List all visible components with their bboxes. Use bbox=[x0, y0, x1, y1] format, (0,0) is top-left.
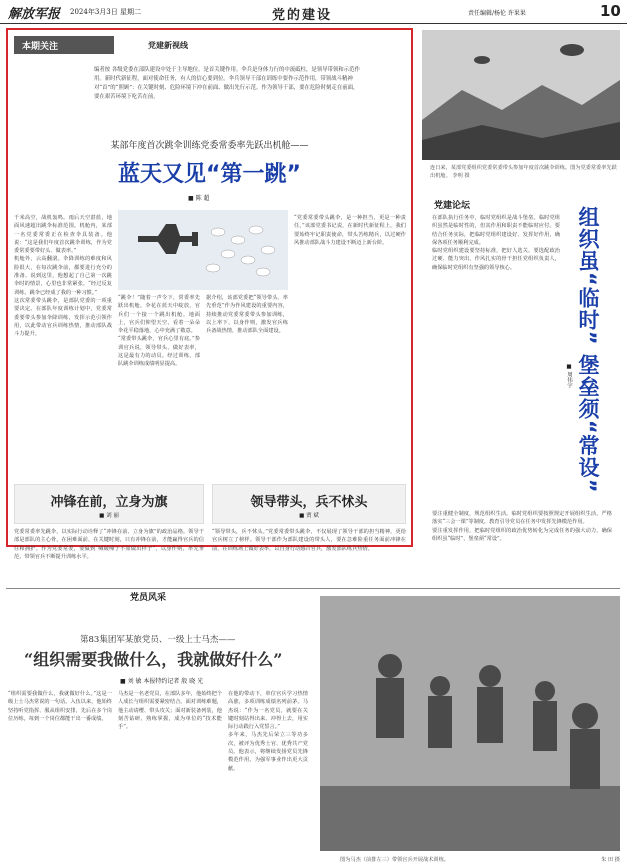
paragraph: “领导带头，兵不怵头。”党委常委带头跳伞，不仅展现了领导干部的担当精神，更给官兵树立了榜样。领导干部作为部队建设的带头人，要在急难险重任务面前冲锋在前，在训练场上做好表率，以自身行动感召官兵，激发部队练兵热情。 bbox=[212, 529, 406, 552]
parachute-photo-icon bbox=[422, 30, 620, 160]
photo-top-caption bbox=[430, 164, 618, 180]
column-title: 本期关注 bbox=[14, 36, 114, 54]
forum-headline: 组织虽“临时” 堡垒须“常设” bbox=[576, 206, 600, 494]
comment-left-headline: 冲锋在前，立身为旗 bbox=[50, 495, 168, 510]
airplane-icon bbox=[118, 210, 288, 290]
masthead bbox=[0, 0, 627, 24]
paragraph: 机舱外，云高翻滚。伞降训练的难度和风险很大，在每次跳伞前，都要进行充分的准备。说到这里，他想起了自己第一次跳伞时的情景，心里也非常紧张。“经过反复训练，跳伞已经成了我的一种习惯。” bbox=[14, 256, 112, 296]
issue-date: 2024年3月3日 星期二 bbox=[70, 8, 141, 16]
style-kicker: 第83集团军某旅党员、一级上士马杰—— bbox=[80, 635, 236, 645]
paragraph: 临时党组织建设要坚持标准，把好人选关。要选配政治过硬、能力突出、作风扎实的骨干担任党组织负责人，确保临时党组织有坚强的领导核心。 bbox=[432, 248, 560, 271]
paper-name: 解放军报 bbox=[8, 7, 61, 22]
comment-left-body bbox=[14, 528, 204, 560]
style-col-1 bbox=[8, 690, 112, 862]
paragraph: “常委带头跳伞，官兵心里有底。”参训官兵说，领导带头、做好表率，这是最有力的动员。经过训练，部队跳伞训练成绩明显提高。 bbox=[118, 336, 200, 368]
paragraph: 马杰是一名老党员，在部队多年，他始终把个人成长与组织需要紧密结合。面对训练难题，他主动请缨、带头攻关；面对新装备列装，他刻苦钻研、熟练掌握，成为单位的“技术能手”。 bbox=[118, 691, 222, 731]
article-col-1 bbox=[14, 214, 112, 482]
photo-bottom-caption bbox=[340, 856, 620, 864]
photo-credit: 李明 摄 bbox=[452, 173, 470, 179]
paragraph: 要注重发挥作用，把临时党组织的政治优势转化为完成任务的强大动力，确保组织虽“临时”、堡垒须“常设”。 bbox=[432, 527, 612, 542]
forum-col-2 bbox=[432, 510, 612, 586]
comment-right-head bbox=[212, 484, 406, 524]
comment-left-head bbox=[14, 484, 204, 524]
paragraph: “跳伞！”随着一声令下，常委率先跃出机舱。伞花在蓝天中绽放，官兵们一个接一个跳出机舱。地面上，官兵们仰望天空，看着一朵朵伞花平稳落地，心中充满了敬意。 bbox=[118, 295, 200, 335]
paragraph: 党委常委率先跳伞，以实际行动诠释了“冲锋在前、立身为旗”的政治品格。领导干部是部队的主心骨，在困难面前、在关键时刻，只有冲锋在前，才能赢得官兵的信任和拥护。作为党委常委，要做到“喊破嗓子不如做出样子”，以身作则、率先垂范，带领官兵不断提升训练水平。 bbox=[14, 529, 204, 560]
style-byline: ■ 刘 敏 本报特约记者 殷 晓 光 bbox=[120, 678, 204, 685]
kicker: 某部年度首次跳伞训练党委常委率先跃出机舱—— bbox=[110, 141, 309, 151]
paragraph: 据介绍，该部党委把“领导带头、率先垂范”作为作风建设的重要内容，持续推动党委常委带头参加训练，以上率下、以身作则，激发官兵练兵备战热情，推动部队全面建设。 bbox=[206, 295, 288, 335]
headline: 蓝天又见“第一跳” bbox=[118, 162, 301, 187]
editors: 责任编辑/杨伦 许果果 bbox=[468, 10, 526, 17]
article-col-3 bbox=[206, 294, 288, 482]
style-headline: “组织需要我做什么，我就做好什么” bbox=[24, 650, 283, 669]
paragraph: 千米高空，战机轰鸣。雨后天空湛蓝，地面风速超出跳伞标准范围。机舱内，某部一名党委常委正在检查伞具装备。他说：“这是我们年度首次跳伞训练，作为党委常委要带好头、做表率。” bbox=[14, 215, 112, 255]
style-section-title: 党员风采 bbox=[130, 593, 167, 603]
style-col-3 bbox=[228, 690, 308, 862]
forum-author: ■ 周伟宇 bbox=[566, 364, 572, 389]
photo-soldiers bbox=[320, 596, 620, 851]
section-title: 党的建设 bbox=[272, 8, 333, 23]
photo-parachute bbox=[422, 30, 620, 160]
paragraph: 在部队执行任务中，临时党组织是战斗堡垒。临时党组织虽然是临时性的，但其作用和职责不能临时应付。要结合任务实际，把临时党组织建设好、发挥好作用，确保各项任务顺利完成。 bbox=[432, 215, 560, 246]
column-subtitle: 党建新视线 bbox=[148, 40, 188, 50]
article-col-2 bbox=[118, 294, 200, 482]
caption-text: 图为马杰（前排左三）带领官兵开展战术训练。 bbox=[340, 857, 449, 863]
feature-box bbox=[6, 28, 413, 560]
paragraph: 在他的带动下，单位官兵学习热情高涨，多项训练成绩名列前茅。马杰说：“作为一名党员，就要在关键时刻站得出来、冲得上去，用实际行动践行入党誓言。” bbox=[228, 691, 308, 731]
page-number: 10 bbox=[600, 2, 621, 20]
airplane-illustration bbox=[118, 210, 288, 290]
comment-right-body bbox=[212, 528, 406, 552]
caption-text: 连日来，某部党委组织党委常委带头参加年度首次跳伞训练。图为党委常委率先跃出机舱。 bbox=[430, 165, 617, 179]
paragraph: 要注重健全制度，规范组织生活。临时党组织要按照规定开展组织生活，严格落实“三会一课”等制度，教育引导党员在任务中发挥先锋模范作用。 bbox=[432, 511, 612, 526]
paragraph: “组织需要我做什么，我就做好什么。”这是一级上士马杰常说的一句话。入伍以来，他始终坚持听党指挥、服从组织安排，先后在多个岗位历练，每到一个岗位都能干出一番成绩。 bbox=[8, 691, 112, 722]
forum-col-1 bbox=[432, 214, 560, 504]
paragraph: “党委常委带头跳伞，是一种担当，更是一种责任。”该部党委书记说，在新时代新征程上，我们要始终牢记职责使命，带头苦练精兵，以过硬作风推动部队战斗力建设不断迈上新台阶。 bbox=[294, 215, 406, 246]
comment-left-byline: ■ 刘 丽 bbox=[99, 513, 119, 519]
divider bbox=[6, 588, 620, 589]
photo-credit: 朱 田 摄 bbox=[601, 857, 620, 863]
paragraph: 多年来，马杰先后荣立三等功多次，被评为优秀士官、优秀共产党员。他表示，将继续发扬党员先锋模范作用，为强军事业作出更大贡献。 bbox=[228, 732, 308, 772]
soldiers-photo-icon bbox=[320, 596, 620, 851]
style-col-2 bbox=[118, 690, 222, 862]
byline: ■ 陈 超 bbox=[188, 195, 210, 202]
article-col-4 bbox=[294, 214, 406, 482]
forum-title: 党建论坛 bbox=[434, 201, 471, 211]
comment-right-byline: ■ 贾 斌 bbox=[299, 513, 319, 519]
editor-note: 编者按 各级党委在部队建设中处于主导地位，是首关键作用。伞兵是身体力行的中流砥柱，是领导带领和示范作用。新时代新征程，面对使命任务，有人的信心要到位。伞兵领导干部在训练中要作示范作用，带领战斗精神对“首”的“照顾”：在关键时刻、危险环境下冲在前面、做出先行示范。作为领导干部，要在危险时刻走在前面，要在艰苦环境下吃苦在前。 bbox=[94, 67, 360, 100]
comment-right-headline: 领导带头，兵不怵头 bbox=[250, 495, 368, 510]
paragraph: 这次常委带头跳伞，是部队党委的一项重要决定。在部队年度训练计划中，党委常委要带头参加伞降训练，发挥示范引领作用，以此带动官兵训练热情，推动部队战斗力提升。 bbox=[14, 297, 112, 338]
